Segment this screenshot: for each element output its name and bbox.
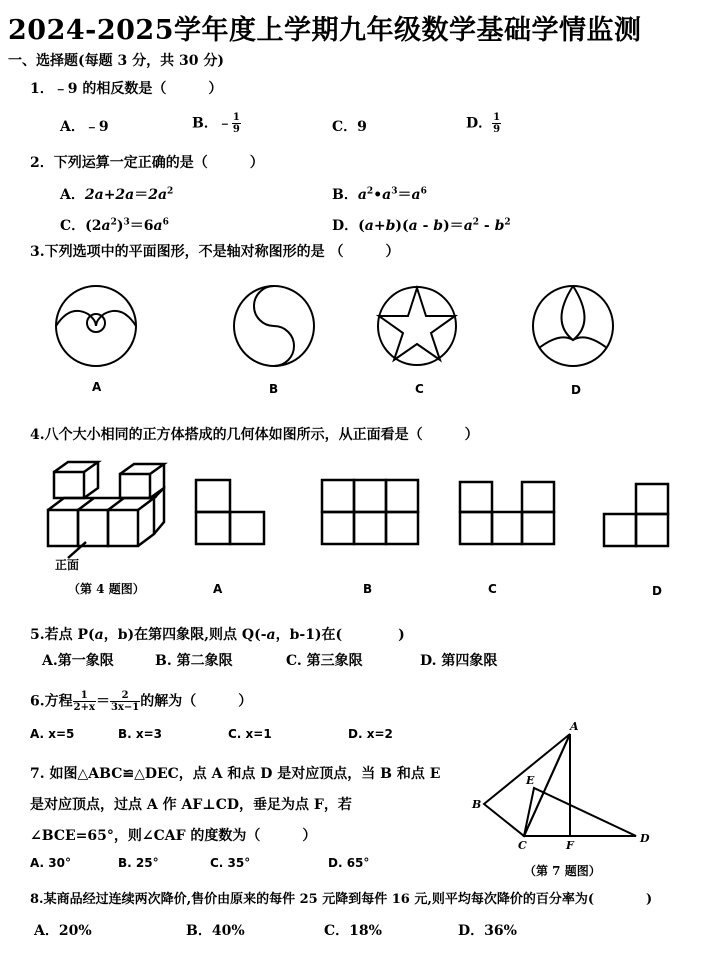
q7-option-a: A. 30° xyxy=(30,856,71,870)
q4-view-c xyxy=(460,482,554,544)
q4-label-b: B xyxy=(363,582,373,596)
q7-point-a: A xyxy=(570,720,579,733)
q1-option-c: C．9 xyxy=(332,119,367,135)
q3-shape-c xyxy=(378,287,456,365)
q5-option-d: D. 第四象限 xyxy=(420,653,498,669)
q4-view-b xyxy=(322,480,418,544)
q4-label-a: A xyxy=(213,582,223,596)
q3-shape-d xyxy=(533,286,613,366)
q5-option-a: A.第一象限 xyxy=(42,653,114,669)
q7-option-b: B. 25° xyxy=(118,856,159,870)
q2-option-d: D．$(a+b)(a - b)=a^2 - b^2$ xyxy=(332,217,511,234)
q1-option-b: B．﹣ $\frac{1}{9}$ xyxy=(192,112,240,135)
q4-stem: 4.八个大小相同的正方体搭成的几何体如图所示，从正面看是（ ） xyxy=(30,427,479,443)
q2-option-b: B．$a^2•a^3=a^6$ xyxy=(332,186,427,203)
q1-option-a: A．﹣9 xyxy=(60,119,109,135)
q7-triangle-dec xyxy=(524,788,636,836)
q5-option-b: B. 第二象限 xyxy=(155,653,233,669)
q2-option-c: C．$(2a^2)^3=6a^6$ xyxy=(60,217,169,234)
exam-title: 2024-2025学年度上学期九年级数学基础学情监测 xyxy=(8,15,642,46)
q8-option-d: D．36% xyxy=(458,923,517,939)
q4-label-c: C xyxy=(488,582,497,596)
q1-option-d: D． $\frac{1}{9}$ xyxy=(466,112,501,135)
q6-stem: 6.方程 $\frac{1}{2+x}$ ＝ $\frac{2}{3x-1}$ 的解为（ ） xyxy=(30,690,253,713)
q3-label-d: D xyxy=(571,383,581,397)
q7-caption: （第 7 题图） xyxy=(524,864,601,878)
q7-line-1: 7. 如图△ABC≌△DEC，点 A 和点 D 是对应顶点，当 B 和点 E xyxy=(30,766,441,782)
q4-cube-solid xyxy=(48,462,164,558)
q7-line-2: 是对应顶点，过点 A 作 AF⊥CD，垂足为点 F，若 xyxy=(30,797,352,813)
q7-point-f: F xyxy=(566,839,574,852)
q4-solid-figure xyxy=(40,458,680,568)
q7-option-c: C. 35° xyxy=(210,856,251,870)
q7-line-3: ∠BCE=65°，则∠CAF 的度数为（ ） xyxy=(30,828,317,844)
q3-shapes-figure xyxy=(50,282,650,372)
q7-point-d: D xyxy=(640,832,650,845)
q6-option-b: B. x=3 xyxy=(118,727,163,741)
q6-option-d: D. x=2 xyxy=(348,727,393,741)
q3-label-b: B xyxy=(269,382,279,396)
section-heading: 一、选择题(每题 3 分，共 30 分) xyxy=(8,53,224,69)
q7-point-e: E xyxy=(526,774,535,787)
q3-shape-b xyxy=(234,286,314,366)
q6-option-c: C. x=1 xyxy=(228,727,272,741)
q8-option-b: B．40% xyxy=(186,923,245,939)
q4-view-a xyxy=(196,480,264,544)
q4-view-d xyxy=(604,484,668,546)
q7-option-d: D. 65° xyxy=(328,856,370,870)
q8-option-a: A．20% xyxy=(34,923,92,939)
q7-point-c: C xyxy=(518,839,527,852)
q6-option-a: A. x=5 xyxy=(30,727,75,741)
q3-label-c: C xyxy=(415,382,424,396)
q4-front-label: 正面 xyxy=(55,558,80,572)
q5-stem: 5.若点 P(a，b)在第四象限,则点 Q(-a，b-1)在( ) xyxy=(30,627,405,643)
q8-stem: 8.某商品经过连续两次降价,售价由原来的每件 25 元降到每件 16 元,则平均每次降价的百分率为( ) xyxy=(30,892,653,907)
q1-stem: 1．﹣9 的相反数是（ ） xyxy=(30,81,223,97)
q2-stem: 2．下列运算一定正确的是（ ） xyxy=(30,155,264,171)
q5-option-c: C. 第三象限 xyxy=(286,653,363,669)
q8-option-c: C．18% xyxy=(324,923,382,939)
q3-stem: 3.下列选项中的平面图形，不是轴对称图形的是 （ ） xyxy=(30,244,400,260)
q2-option-a: A．$2a+2a=2a^2$ xyxy=(60,186,174,203)
q7-point-b: B xyxy=(472,798,482,811)
q3-shape-a xyxy=(56,286,136,366)
q4-caption: （第 4 题图） xyxy=(68,582,145,596)
q4-label-d: D xyxy=(652,584,662,598)
q3-label-a: A xyxy=(92,380,102,394)
q7-triangle-figure xyxy=(466,718,666,852)
